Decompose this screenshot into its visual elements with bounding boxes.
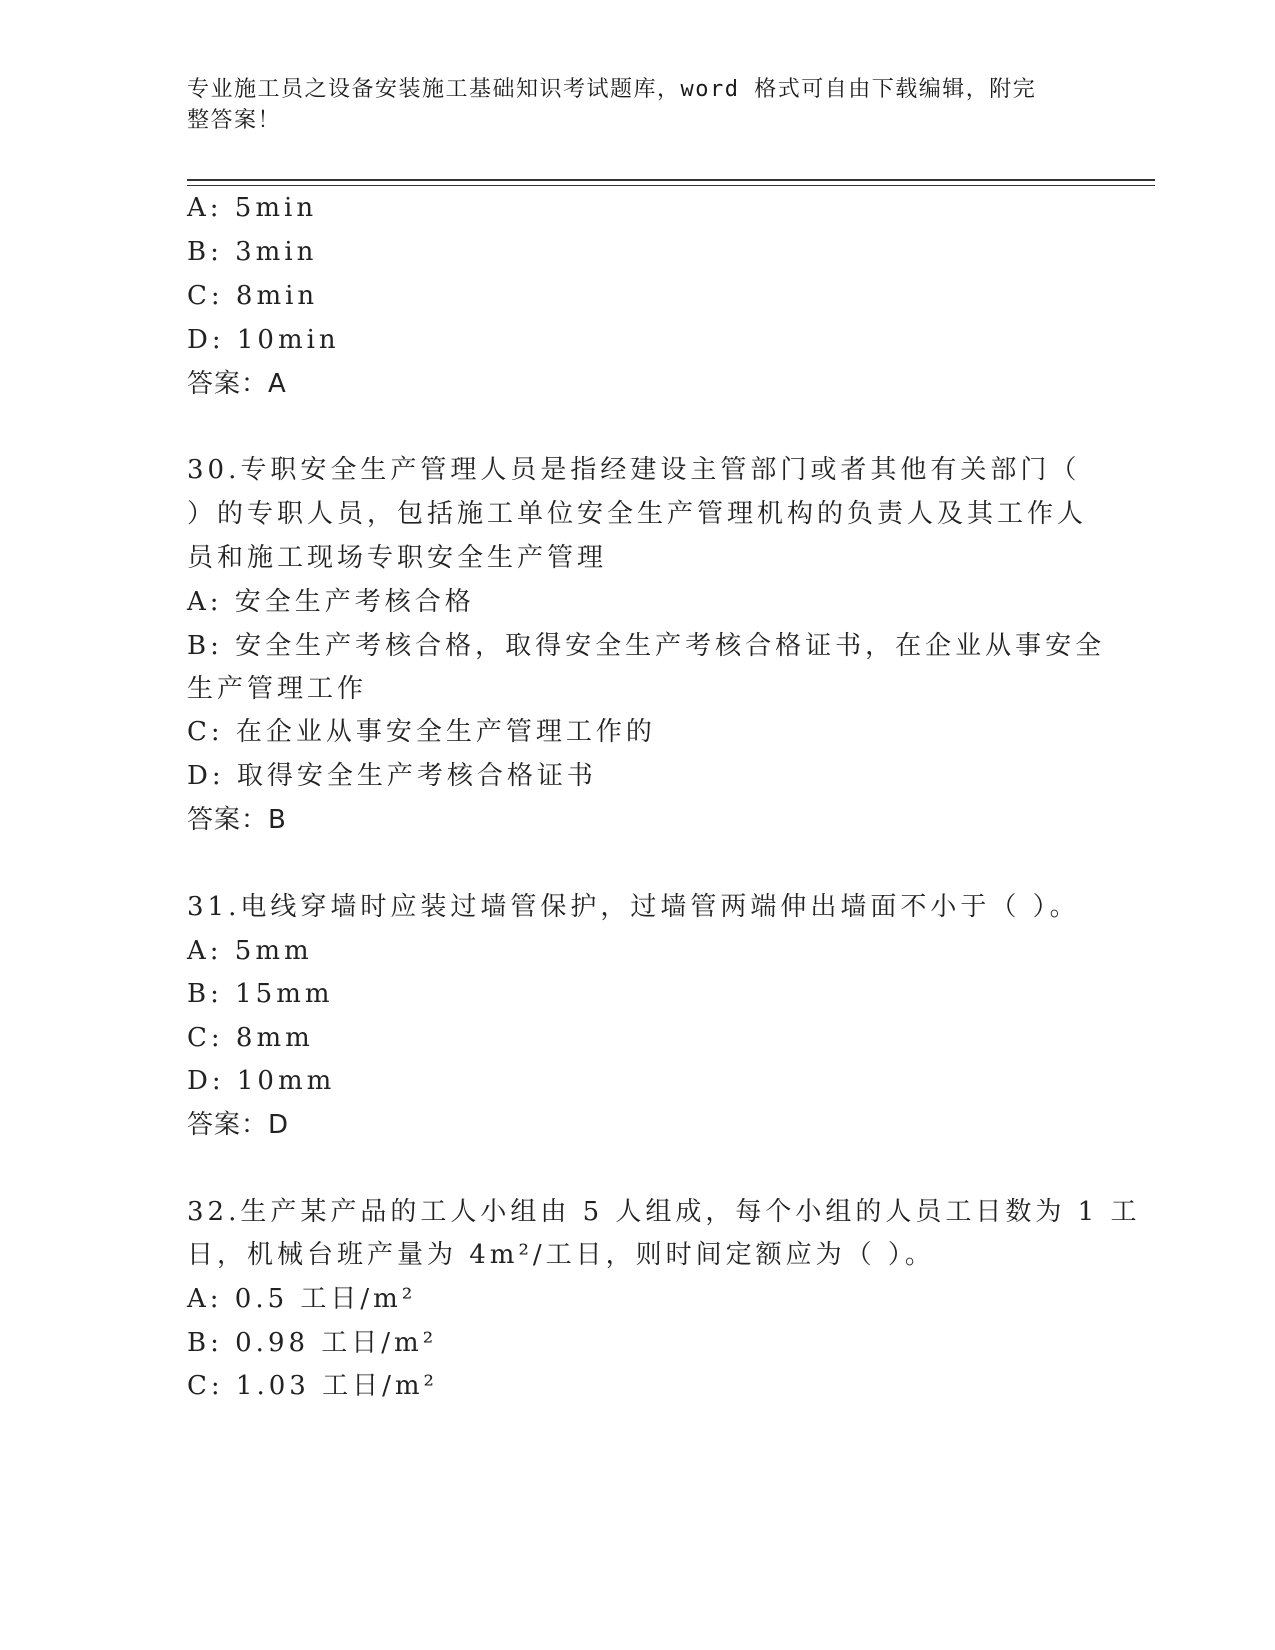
q32-option-a: A: 0.5 工日/m² (187, 1284, 417, 1314)
header-rule-thick (187, 179, 1155, 181)
q30-option-a: A: 安全生产考核合格 (187, 587, 475, 617)
q30-stem-line-3: 员和施工现场专职安全生产管理 (187, 543, 608, 573)
q30-option-b: B: 安全生产考核合格，取得安全生产考核合格证书，在企业从事安全 (187, 631, 1106, 661)
q29-answer: 答案：A (187, 369, 287, 399)
q29-option-d: D: 10min (187, 325, 340, 355)
q29-option-c: C: 8min (187, 281, 319, 311)
document-header (187, 74, 1067, 136)
q30-stem-line-2: ）的专职人员，包括施工单位安全生产管理机构的负责人及其工作人 (187, 499, 1088, 529)
q32-option-b: B: 0.98 工日/m² (187, 1328, 438, 1358)
q30-option-c: C: 在企业从事安全生产管理工作的 (187, 717, 656, 747)
q30-stem-line-1: 30.专职安全生产管理人员是指经建设主管部门或者其他有关部门（ (187, 455, 1081, 485)
header-rule-thin (187, 185, 1155, 186)
q31-answer: 答案：D (187, 1110, 290, 1140)
q30-option-d: D: 取得安全生产考核合格证书 (187, 761, 597, 791)
q29-option-a: A: 5min (187, 193, 318, 223)
q31-option-d: D: 10mm (187, 1066, 336, 1096)
q31-stem: 31.电线穿墙时应装过墙管保护，过墙管两端伸出墙面不小于（ ）。 (187, 892, 1080, 922)
q30-option-b-cont: 生产管理工作 (187, 674, 368, 704)
q29-option-b: B: 3min (187, 237, 318, 267)
q32-stem-line-1: 32.生产某产品的工人小组由 5 人组成，每个小组的人员工日数为 1 工 (187, 1197, 1141, 1227)
q32-stem-line-2: 日，机械台班产量为 4m²/工日，则时间定额应为（ ）。 (187, 1240, 935, 1270)
header-line-1: 专业施工员之设备安装施工基础知识考试题库，word 格式可自由下载编辑，附完 (187, 77, 1037, 102)
q31-option-c: C: 8mm (187, 1023, 314, 1053)
q30-answer: 答案：B (187, 805, 287, 835)
header-line-2: 整答案！ (187, 108, 282, 133)
q31-option-b: B: 15mm (187, 979, 334, 1009)
q32-option-c: C: 1.03 工日/m² (187, 1371, 438, 1401)
q31-option-a: A: 5mm (187, 936, 313, 966)
